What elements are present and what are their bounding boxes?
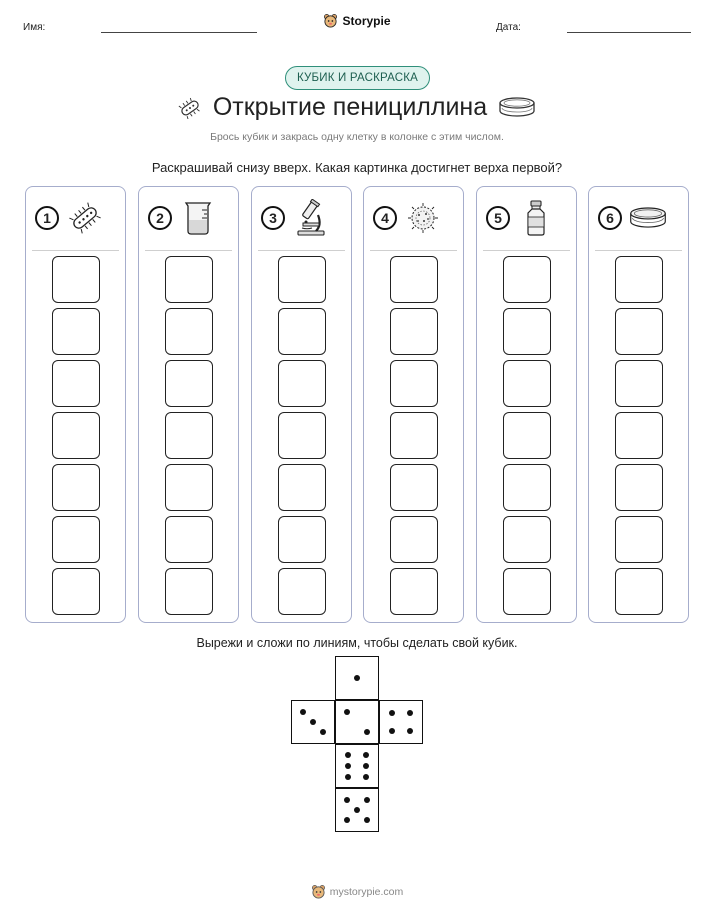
dice-pip [407,728,413,734]
column-header [373,200,455,236]
footer [0,884,714,899]
column-5 [476,186,577,623]
subtitle: Брось кубик и закрась одну клетку в колонке с этим числом. [210,131,504,143]
column-header [598,200,680,236]
beaker-icon [178,200,218,236]
activity-badge: КУБИК И РАСКРАСКА [285,66,430,90]
color-cell[interactable] [390,568,438,615]
color-cell[interactable] [615,256,663,303]
instruction: Раскрашивай снизу вверх. Какая картинка достигнет верха первой? [151,160,563,175]
column-divider [370,250,457,251]
color-cell[interactable] [278,256,326,303]
title-row [0,93,714,122]
column-number: 1 [35,206,59,230]
name-line [101,32,257,33]
color-cell[interactable] [503,568,551,615]
dice-pip [389,710,395,716]
color-cell[interactable] [52,464,100,511]
column-number: 6 [598,206,622,230]
color-cell[interactable] [390,464,438,511]
dice-pip [344,797,350,803]
dice-face-3 [291,700,335,744]
color-cell[interactable] [503,256,551,303]
column-4 [363,186,464,623]
petri-dish-icon [497,95,537,121]
color-cell[interactable] [503,516,551,563]
color-cell[interactable] [52,256,100,303]
dice-pip [344,817,350,823]
storypie-mascot-icon [323,13,338,28]
brand-name: Storypie [342,13,391,28]
color-cell[interactable] [390,412,438,459]
color-cell[interactable] [615,412,663,459]
color-cell[interactable] [503,464,551,511]
color-cell[interactable] [390,256,438,303]
color-cell[interactable] [165,308,213,355]
column-number: 5 [486,206,510,230]
brand-logo [0,13,714,28]
color-cell[interactable] [52,360,100,407]
color-cell[interactable] [278,412,326,459]
column-divider [145,250,232,251]
color-cell[interactable] [165,516,213,563]
dice-pip [345,752,351,758]
column-header [261,200,343,236]
column-divider [258,250,345,251]
dice-pip [320,729,326,735]
footer-url[interactable]: mystorypie.com [329,885,404,898]
dice-pip [389,728,395,734]
storypie-mascot-icon [311,884,326,899]
dice-pip [364,729,370,735]
dice-pip [363,774,369,780]
color-cell[interactable] [278,308,326,355]
column-2 [138,186,239,623]
medicine-vial-icon [516,200,556,236]
dice-pip [300,709,306,715]
dice-pip [344,709,350,715]
mold-spore-icon [403,200,443,236]
column-number: 2 [148,206,172,230]
color-cell[interactable] [165,568,213,615]
color-cell[interactable] [615,308,663,355]
bacterium-icon [65,200,105,236]
dice-pip [363,752,369,758]
dice-pip [364,797,370,803]
color-cell[interactable] [390,308,438,355]
color-cell[interactable] [390,360,438,407]
color-cell[interactable] [278,464,326,511]
name-label: Имя: [23,22,46,33]
cut-instruction: Вырежи и сложи по линиям, чтобы сделать свой кубик. [196,636,518,650]
color-cell[interactable] [390,516,438,563]
color-cell[interactable] [615,360,663,407]
bacterium-icon [177,97,203,119]
dice-face-2 [335,700,379,744]
color-cell[interactable] [503,412,551,459]
color-cell[interactable] [278,516,326,563]
dice-pip [364,817,370,823]
dice-face-5 [335,788,379,832]
color-cell[interactable] [165,256,213,303]
dice-pip [354,807,360,813]
dice-face-1 [335,656,379,700]
dice-pip [354,675,360,681]
color-cell[interactable] [615,568,663,615]
dice-pip [363,763,369,769]
color-cell[interactable] [503,360,551,407]
petri-dish-icon [628,200,668,236]
dice-pip [407,710,413,716]
column-1 [25,186,126,623]
microscope-icon [291,200,331,236]
color-cell[interactable] [615,464,663,511]
color-cell[interactable] [52,412,100,459]
color-cell[interactable] [165,360,213,407]
column-6 [588,186,689,623]
dice-pip [310,719,316,725]
color-cell[interactable] [503,308,551,355]
color-cell[interactable] [52,516,100,563]
date-line [567,32,691,33]
color-cell[interactable] [278,360,326,407]
color-cell[interactable] [165,464,213,511]
column-header [35,200,117,236]
color-cell[interactable] [52,308,100,355]
date-label: Дата: [496,22,521,33]
dice-face-6 [335,744,379,788]
color-cell[interactable] [52,568,100,615]
column-divider [483,250,570,251]
dice-pip [345,774,351,780]
column-number: 4 [373,206,397,230]
column-number: 3 [261,206,285,230]
color-cell[interactable] [165,412,213,459]
column-divider [32,250,119,251]
column-header [486,200,568,236]
page-title: Открытие пенициллина [212,93,488,121]
dice-face-4 [379,700,423,744]
column-3 [251,186,352,623]
column-divider [595,250,682,251]
column-header [148,200,230,236]
color-cell[interactable] [615,516,663,563]
color-cell[interactable] [278,568,326,615]
dice-pip [345,763,351,769]
